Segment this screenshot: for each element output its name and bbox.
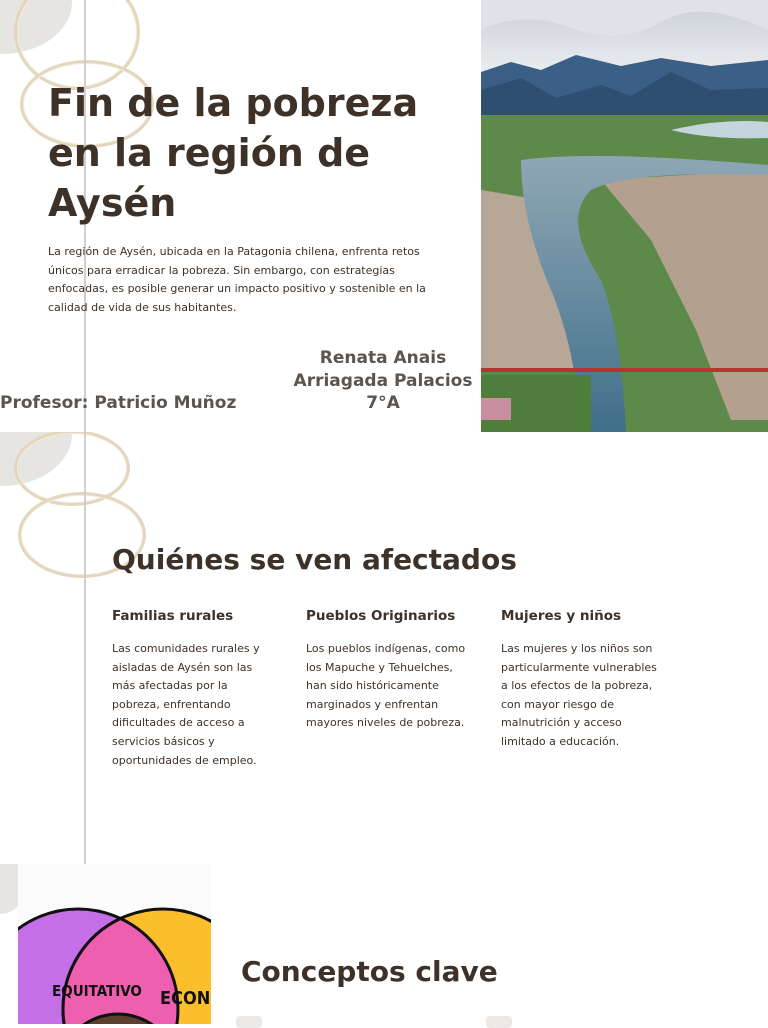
intro-paragraph: La región de Aysén, ubicada en la Patagonia chilena, enfrenta retos únicos para erradicar la pobreza. Sin embargo, con estrategias enfocadas, es posible generar un impacto positivo y sostenible en la calidad de vida de sus habitantes. [48, 245, 426, 314]
venn-label-econ: ECON [160, 988, 211, 1009]
venn-label-equitativo: EQUITATIVO [52, 982, 142, 1000]
corner-decoration [0, 864, 20, 914]
bridge [481, 368, 768, 372]
column-heading: Familias rurales [112, 608, 234, 624]
column-body: Las mujeres y los niños son particularmente vulnerables a los efectos de la pobreza, con mayor riesgo de malnutrición y acceso limitado a educación. [501, 642, 657, 748]
author-block [282, 347, 484, 415]
column-body: Los pueblos indígenas, como los Mapuche y Tehuelches, han sido históricamente marginados y enfrentan mayores niveles de pobreza. [306, 642, 466, 730]
concept-tab-marker [236, 1016, 262, 1028]
vertical-divider [84, 432, 86, 864]
author-grade: 7°A [366, 393, 400, 413]
column-heading: Mujeres y niños [501, 608, 622, 624]
affected-column-indigenous [306, 607, 466, 733]
column-heading: Pueblos Originarios [306, 608, 456, 624]
sustainability-venn-diagram [18, 864, 211, 1024]
author-surname: Arriagada Palacios [293, 370, 473, 391]
slide-key-concepts [0, 864, 768, 1024]
aysen-aerial-photo [481, 0, 768, 432]
affected-column-rural [112, 607, 272, 770]
author-name: Renata Anais [319, 348, 447, 368]
affected-column-women-children [501, 607, 661, 752]
foreground-roofs [481, 398, 511, 420]
section-title-affected: Quiénes se ven afectados [112, 543, 517, 576]
column-body: Las comunidades rurales y aisladas de Aysén son las más afectadas por la pobreza, enfrentando dificultades de acceso a servicios básicos y oportunidades de empleo. [112, 642, 260, 767]
professor-name: Profesor: Patricio Muñoz [0, 393, 237, 413]
section-title-concepts: Conceptos clave [241, 955, 498, 988]
slide-title [0, 0, 768, 432]
concept-tab-marker [486, 1016, 512, 1028]
page-title: Fin de la pobreza en la región de Aysén [48, 81, 419, 225]
